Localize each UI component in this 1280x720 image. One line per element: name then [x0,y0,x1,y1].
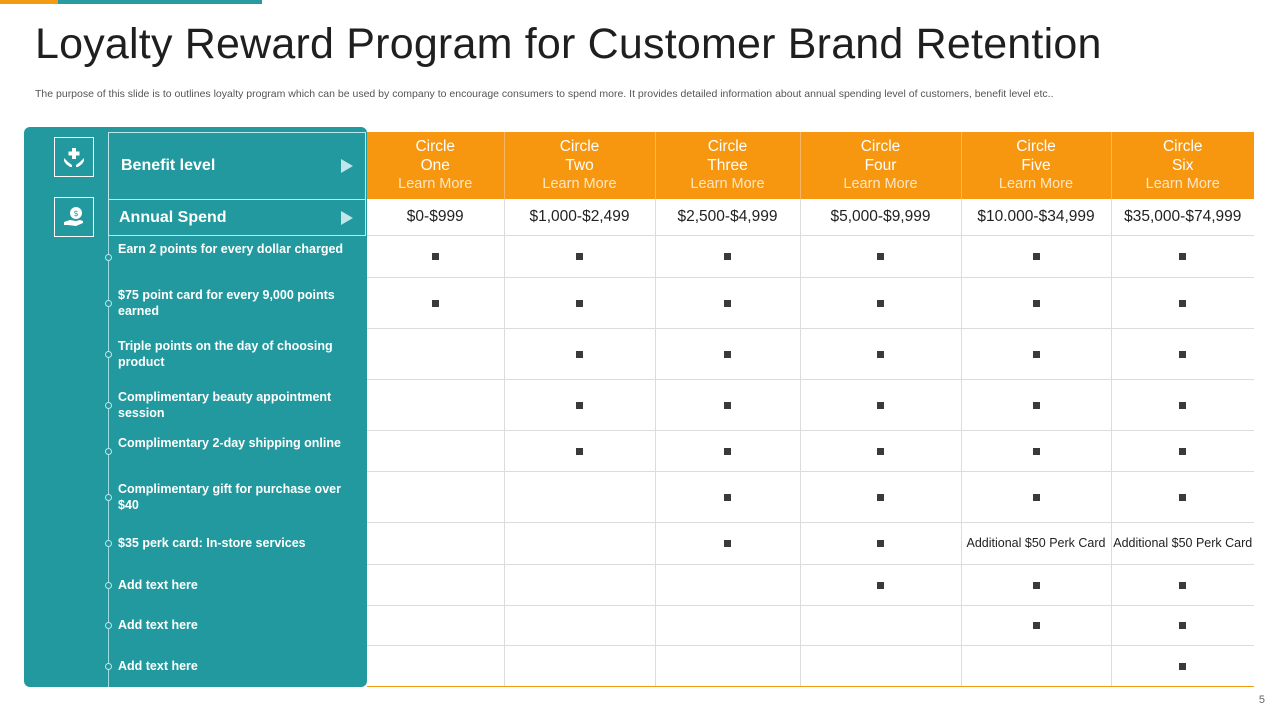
included-marker-icon [1179,622,1186,629]
benefit-item: Complimentary beauty appointment session [118,390,332,420]
benefit-cell [961,430,1111,471]
included-marker-icon [1179,402,1186,409]
learn-more-link[interactable]: Learn More [1145,176,1220,192]
timeline-dot [105,494,112,501]
timeline-dot [105,582,112,589]
included-marker-icon [724,402,731,409]
circle-benefit-table [367,132,1254,687]
benefit-row [367,328,1254,379]
benefit-cell [961,328,1111,379]
svg-text:$: $ [73,209,79,218]
benefit-cell [367,522,504,564]
benefit-cell [1111,328,1254,379]
timeline-dot [105,300,112,307]
included-marker-icon [724,494,731,501]
benefit-cell [961,471,1111,522]
benefit-cell [961,605,1111,645]
benefit-cell [655,277,800,328]
benefit-cell [961,277,1111,328]
included-marker-icon [1179,582,1186,589]
spend-cell: $35,000-$74,999 [1111,199,1254,235]
benefit-cell [800,277,961,328]
benefit-row [367,379,1254,430]
benefit-level-header [108,132,366,200]
benefit-cell [961,379,1111,430]
learn-more-link[interactable]: Learn More [398,176,473,192]
benefit-row [367,430,1254,471]
included-marker-icon [576,448,583,455]
benefit-cell [1111,235,1254,277]
benefit-cell [800,379,961,430]
benefit-cell [504,564,655,605]
learn-more-link[interactable]: Learn More [690,176,765,192]
benefit-cell [961,564,1111,605]
included-marker-icon [724,253,731,260]
benefit-cell [367,328,504,379]
spend-cell: $5,000-$9,999 [800,199,961,235]
benefit-note: Additional $50 Perk Card [1113,536,1253,550]
included-marker-icon [1179,300,1186,307]
timeline-dot [105,402,112,409]
included-marker-icon [877,448,884,455]
benefit-cell [504,471,655,522]
benefit-cell [1111,522,1254,564]
benefit-cell [1111,471,1254,522]
hands-cross-icon [54,137,94,177]
included-marker-icon [576,300,583,307]
benefit-cell [655,235,800,277]
circle-number: One [420,157,450,174]
benefit-cell [1111,564,1254,605]
included-marker-icon [576,402,583,409]
timeline-dot [105,351,112,358]
included-marker-icon [877,351,884,358]
circle-number: Three [707,157,748,174]
circle-header [504,132,655,199]
included-marker-icon [432,300,439,307]
included-marker-icon [724,540,731,547]
benefit-row [367,235,1254,277]
included-marker-icon [877,253,884,260]
benefit-cell [655,430,800,471]
benefit-row [367,471,1254,522]
included-marker-icon [1179,351,1186,358]
benefit-cell [367,379,504,430]
included-marker-icon [1033,622,1040,629]
benefit-item: Complimentary gift for purchase over $40 [118,482,341,512]
benefit-cell [800,471,961,522]
circle-header-row [367,132,1254,199]
spend-cell: $1,000-$2,499 [504,199,655,235]
circle-label: Circle [860,138,901,155]
benefit-row [367,522,1254,564]
benefit-cell [504,605,655,645]
benefit-item: Complimentary 2-day shipping online [118,436,341,450]
benefit-cell [504,379,655,430]
benefit-cell [367,605,504,645]
circle-label: Circle [1016,138,1056,155]
learn-more-link[interactable]: Learn More [542,176,617,192]
benefit-cell [1111,430,1254,471]
spend-cell: $0-$999 [367,199,504,235]
triangle-arrow-icon [341,159,353,173]
benefit-item: Triple points on the day of choosing product [118,339,333,369]
top-accent-bar-orange [0,0,58,4]
included-marker-icon [877,582,884,589]
benefit-cell [655,379,800,430]
benefit-cell [655,522,800,564]
page-subtitle: The purpose of this slide is to outlines loyalty program which can be used by company to encourage consumers to spend more. It provides detailed information about annual spending level of customers, benefit level etc.. [35,88,1054,100]
benefit-cell [961,645,1111,686]
benefit-cell [1111,277,1254,328]
included-marker-icon [877,540,884,547]
timeline-dot [105,663,112,670]
included-marker-icon [432,253,439,260]
included-marker-icon [1033,494,1040,501]
included-marker-icon [576,253,583,260]
circle-header [655,132,800,199]
included-marker-icon [724,351,731,358]
timeline-dot [105,540,112,547]
circle-number: Two [565,157,594,174]
included-marker-icon [724,448,731,455]
benefit-cell [367,430,504,471]
spend-cell: $2,500-$4,999 [655,199,800,235]
benefit-note: Additional $50 Perk Card [966,536,1106,550]
included-marker-icon [1179,494,1186,501]
included-marker-icon [877,300,884,307]
benefit-cell [655,605,800,645]
circle-header [800,132,961,199]
benefit-cell [655,645,800,686]
benefit-item: Add text here [118,578,198,592]
included-marker-icon [1033,351,1040,358]
circle-header [367,132,504,199]
benefit-cell [800,328,961,379]
circle-label: Circle [559,138,600,155]
page-title: Loyalty Reward Program for Customer Brand Retention [35,20,1102,68]
benefit-cell [504,645,655,686]
included-marker-icon [1179,663,1186,670]
benefit-cell [504,328,655,379]
benefit-cell [367,471,504,522]
benefit-item: Add text here [118,659,198,673]
included-marker-icon [576,351,583,358]
included-marker-icon [1033,253,1040,260]
learn-more-link[interactable]: Learn More [998,176,1074,192]
benefit-cell [504,522,655,564]
benefit-cell [800,645,961,686]
benefit-cell [800,522,961,564]
circle-label: Circle [415,138,456,155]
benefit-row [367,564,1254,605]
benefit-cell [961,235,1111,277]
benefit-item: Add text here [118,618,198,632]
benefit-cell [800,235,961,277]
benefit-cell [504,277,655,328]
circle-header [1111,132,1254,199]
annual-spend-header [108,199,366,236]
included-marker-icon [724,300,731,307]
benefit-cell [655,564,800,605]
benefit-cell [800,605,961,645]
benefit-cell [504,235,655,277]
benefit-cell [1111,645,1254,686]
hand-dollar-icon [54,197,94,237]
benefit-cell [1111,605,1254,645]
circle-number: Five [1021,157,1051,174]
timeline-dot [105,254,112,261]
timeline-dot [105,622,112,629]
included-marker-icon [1033,402,1040,409]
benefit-cell [800,430,961,471]
circle-number: Six [1171,157,1194,174]
circle-label: Circle [707,138,748,155]
benefit-cell [367,564,504,605]
annual-spend-label: Annual Spend [119,208,227,226]
benefit-cell [1111,379,1254,430]
included-marker-icon [1033,300,1040,307]
benefit-item: $75 point card for every 9,000 points earned [118,288,335,318]
benefit-cell [800,564,961,605]
spend-cell: $10.000-$34,999 [961,199,1111,235]
benefit-level-label: Benefit level [121,157,216,174]
circle-label: Circle [1162,138,1203,155]
benefit-cell [367,235,504,277]
circle-header [961,132,1111,199]
included-marker-icon [877,402,884,409]
included-marker-icon [1179,253,1186,260]
included-marker-icon [1033,448,1040,455]
circle-number: Four [864,157,897,174]
benefit-cell [655,328,800,379]
benefit-cell [367,277,504,328]
benefit-row [367,277,1254,328]
included-marker-icon [1033,582,1040,589]
benefit-item: Earn 2 points for every dollar charged [118,242,344,256]
benefit-cell [504,430,655,471]
benefit-row [367,605,1254,645]
benefit-cell [961,522,1111,564]
learn-more-link[interactable]: Learn More [843,176,918,192]
included-marker-icon [1179,448,1186,455]
benefit-cell [655,471,800,522]
timeline-dot [105,448,112,455]
spend-row [367,199,1254,235]
included-marker-icon [877,494,884,501]
triangle-arrow-icon [341,211,353,225]
page-number: 5 [1258,694,1265,706]
benefit-item: $35 perk card: In-store services [118,536,306,550]
benefit-cell [367,645,504,686]
benefit-row [367,645,1254,686]
